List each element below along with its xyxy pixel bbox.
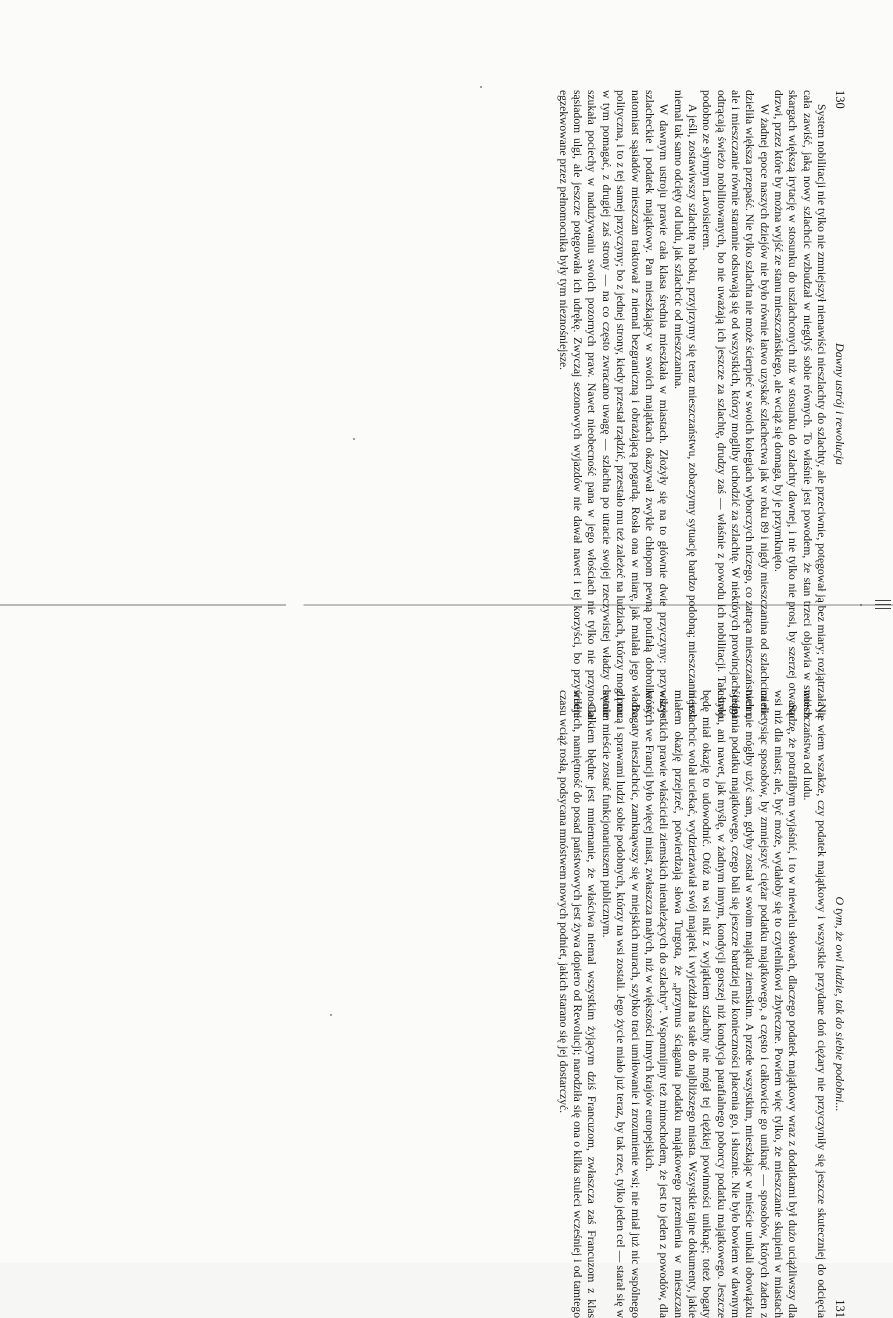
paragraph: Sądzę, że potrafiłbym wyjaśnić, i to w niewielu słowach, dlaczego podatek majątkowy wraz z dodatkami był dużo uciążliwszy dla wsi niż dla miast; ale, być może, wydałoby się to czytelnikowi zbyteczne. Powiem więc tylko, że mieszczanie skupieni w miastach mieli tysiąc sposobów, by zmniejszyć ciężar podatku majątkowego, a często i całkowicie go uniknąć — sposobów, których żaden z nich nie mógłby użyć sam, gdyby został w swoim majątku ziemskim. A przede wszystkim, mieszkając w mieście unikali obowiązku ściągania podatku majątkowego, czego bali się jeszcze bardziej niż konieczności płacenia go, i słusznie. Nie było bowiem w dawnym ustroju, ani nawet, jak myślę, w żadnym innym, kondycji gorszej niż kondycja parafialnego poborcy podatku majątkowego. Jeszcze będę miał okazję to udowodnić. Otóż na wsi nikt z wyjątkiem szlachty nie mógł tej ciężkiej powinności uniknąć; toteż bogaty nieszlachcic wolał uciekać, wydzierżawiał swój majątek i wyjeżdżał na stałe do najbliższego miasta. Wszystkie tajne dokumenty, jakie miałem okazję przejrzeć, potwierdzają słowa Turgota, że „przymus ściągania podatku majątkowego przemienia w mieszczan wszystkich prawie właścicieli ziemskich nienależących do szlachty”. Wspomnijmy też mimochodem, że jest to jeden z powodów, dla których we Francji było więcej miast, zwłaszcza małych, niż w większości innych krajów europejskich. [642, 690, 800, 1318]
binding-mark [869, 598, 893, 612]
paragraph: W żadnej epoce naszych dziejów nie było równie łatwo uzyskać szlachectwa jak w roku 89 i nigdy mieszczanina od szlachcica nie dzieliła większa przepaść. Nie tylko szlachta nie może ścierpieć w swoich kolegiach wyborczych niczego, co zatrąca mieszczaństwem, ale i mieszczanie równie starannie odsuwają się od wszystkich, którzy mogliby uchodzić za szlachtę. W niektórych prowincjach jedni odtrącają świeżo nobilitowanych, bo nie uważają ich jeszcze za szlachtę, drudzy zaś — właśnie z powodu ich nobilitacji. Tak było podobno ze słynnym Lavoisierem. [700, 90, 771, 718]
scan-speck [353, 438, 355, 440]
paragraph: W dawnym ustroju prawie cała klasa średnia mieszkała w miastach. Złożyły się na to głównie dwie przyczyny: przywileje szlacheckie i podatek majątkowy. Pan mieszkający w swoich majątkach okazywał zwykle chłopom pewną poufałą dobroliwość; natomiast sąsiadów mieszczan traktował z niemal bezgraniczną i obrażającą pogardą. Rosła ona w miarę, jak malała jego władza polityczna, i to z tej samej przyczyny; bo z jednej strony, kiedy przestał rządzić, przestało mu też zależeć na ludziach, którzy mogli mu w tym pomagać, z drugiej zaś strony — na co często zwracano uwagę — szlachta po utracie swojej rzeczywistej władzy chętnie szukała pociechy w nadużywaniu swoich pozornych praw. Nawet nieobecność pana w jego włościach nie tylko nie przynosiła sąsiadom ulgi, ale jeszcze potęgowała ich udrękę. Zwyczaj sezonowych wyjazdów nie dawał nawet i tej korzyści, bo przywileje egzekwowane przez pełnomocnika były tym nieznośniejsze. [556, 90, 671, 718]
paragraph: A jeśli, zostawiwszy szlachtę na boku, przyjrzymy się teraz mieszczaństwu, zobaczymy sytuację bardzo podobną; mieszczanin jest niemal tak samo odcięty od ludu, jak szlachcic od mieszczanina. [671, 90, 699, 718]
page-131 [468, 690, 848, 1318]
page-number: 130 [833, 90, 847, 109]
paragraph: System nobilitacji nie tylko nie zmniejszył nienawiści nieszlachty do szlachty, ale przeciwnie, potęgował ją bez miary; rozjątrzała ją cała zawiść, jaką nowy szlachcic wzbudzał w niegdyś sobie równych. To właśnie jest powodem, że stan trzeci objawia w swoich skargach większą irytację w stosunku do uszlachconych niż w stosunku do szlachty dawnej, i nie tylko nie prosi, by szerzej otwarto drzwi, przez które by można wyjść ze stanu mieszczańskiego, ale wciąż się domaga, by je przymknięto. [771, 90, 828, 718]
running-head [832, 90, 848, 718]
scan-speck [330, 1014, 332, 1016]
paragraph: Całkiem błędne jest mniemanie, że właściwa niemal wszystkim żyjącym dziś Francuzom, zwłaszcza zaś Francuzom z klas średnich, namiętność do posad państwowych jest żywa dopiero od Rewolucji; narodziła się ona o kilka stuleci wcześniej i od tamtego czasu wciąż rosła, podsycana mnóstwem nowych podniet, jakich starano się jej dostarczyć. [556, 690, 599, 1318]
scan-speck [860, 604, 862, 606]
running-head-title: Dawny ustrój i rewolucja [833, 343, 847, 465]
page-body [555, 90, 828, 718]
page-number: 131 [833, 1299, 847, 1318]
paragraph: Nie wiem wszakże, czy podatek majątkowy i wszystkie przydane doń ciężary nie przyczyniły się jeszcze skuteczniej do odcięcia mieszczaństwa od ludu. [800, 690, 828, 1318]
running-head [832, 690, 848, 1318]
running-head-title: O tym, że owi ludzie, tak do siebie podobni... [833, 896, 847, 1112]
scan-speck [480, 86, 482, 88]
paragraph: Bogaty nieszlachcic, zamknąwszy się w miejskich murach, szybko traci umiłowanie i zrozumienie wsi; nie miał już nic wspólnego z pracą i sprawami ludzi sobie podobnych, którzy na wsi zostali. Jego życie miało już teraz, by tak rzec, tylko jeden cel — starał się w swoim mieście zostać funkcjonariuszem publicznym. [599, 690, 642, 1318]
page-130 [468, 90, 848, 718]
page-body [555, 690, 828, 1318]
